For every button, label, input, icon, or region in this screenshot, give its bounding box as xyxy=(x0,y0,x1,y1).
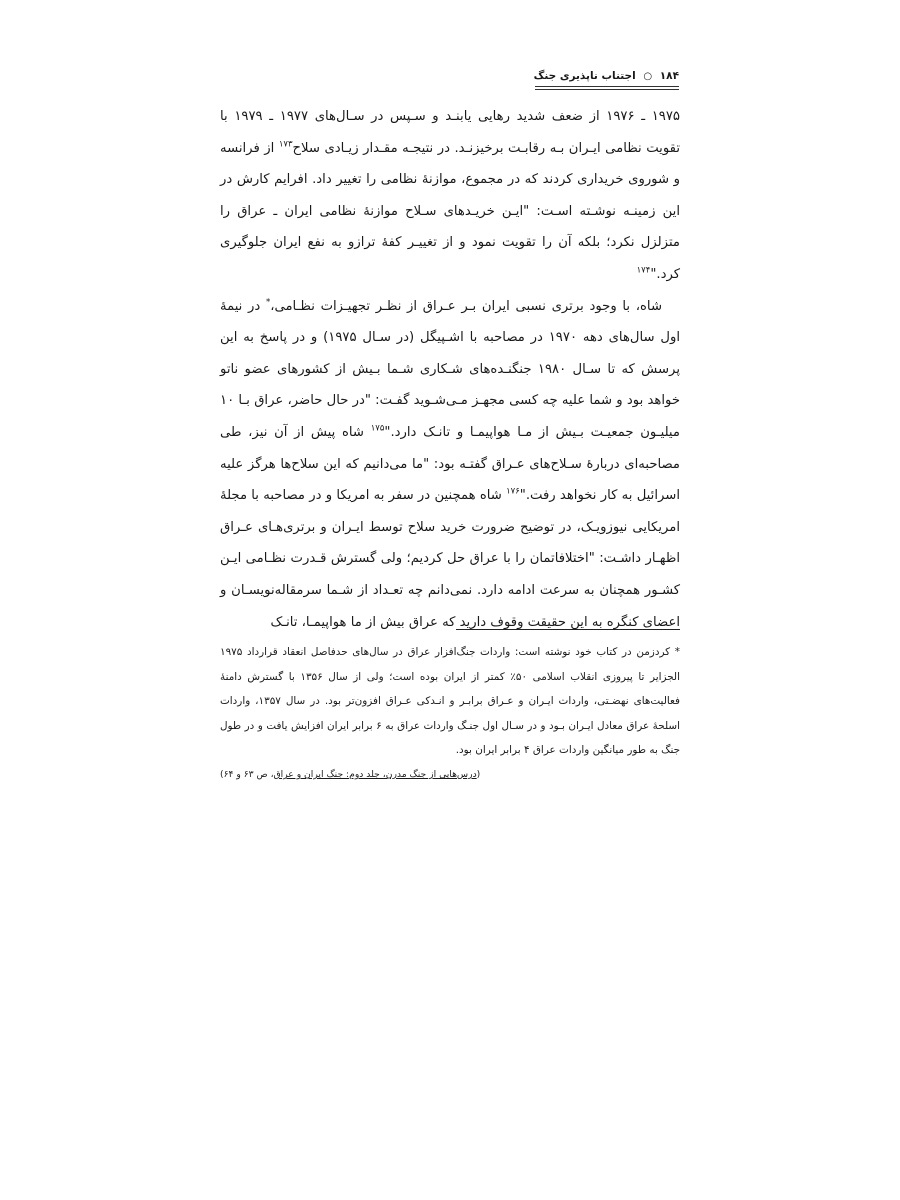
footnote-source xyxy=(220,763,480,788)
footnote-ref-176: ۱۷۶ xyxy=(506,486,520,497)
footnote xyxy=(220,640,680,788)
footnote-ref-star: * xyxy=(265,297,271,308)
running-title: اجتناب ناپذیری جنگ xyxy=(533,70,636,82)
footnote-text: * کردزمن در کتاب خود نوشته است: واردات جنگ‌افزار عراق در سال‌های حدفاصل انعقاد قرارداد ۱۹۷۵ الجزایر تا پیروزی انقلاب اسلامی ۵۰٪ کمتر از ایران بوده است؛ ولی از سال ۱۳۵۶ با گسترش دامنهٔ فعالیت‌های نهضـتی، واردات ایـران و عـراق برابـر و انـدکی عـراق افزون‌تر بود. در سال ۱۳۵۷، واردات اسلحهٔ عراق معادل ایـران بـود و در سـال اول جنـگ واردات عراق به ۶ برابر ایران افزایش یافت و در طول جنگ به طور میانگین واردات عراق ۴ برابر ایران بود. xyxy=(220,646,681,757)
header-rule-top xyxy=(535,86,679,87)
paragraph-2-part-2: در نیمهٔ اول سال‌های دهه ۱۹۷۰ در مصاحبه با اشـپیگل (در سـال ۱۹۷۵) و در پاسخ به این پرسش که تا سـال ۱۹۸۰ جنگنـده‌های شـکاری شـما بـیش از کشورهای عضو ناتو خواهد بود و شما علیه چه کسی مجهـز مـی‌شـوید گفـت: "در حال حاضر، عراق بـا ۱۰ میلیـون جمعیـت بـیش از مـا هواپیمـا و تانـک دارد." xyxy=(220,298,680,440)
source-pages: ، ص ۶۳ و ۶۴) xyxy=(220,768,274,780)
paragraph-2-part-4: شاه همچنین در سفر به امریکا و در مصاحبه با مجلهٔ امریکایی نیوزویـک، در توضیح ضرورت خرید سلاح توسط ایـران و برتری‌هـای عـراق اظهـار داشـت: "اختلافاتمان را با عراق حل کردیم؛ ولی گسترش قـدرت نظـامی ایـن کشـور همچنان به سرعت ادامه دارد. نمی‌دانم چه تعـداد از شـما سرمقاله‌نویسـان و اعضای کنگره به این حقیقت وقوف دارید که عراق بیش از ما هواپیمـا، تانـک xyxy=(220,488,680,630)
footnote-ref-173: ۱۷۳ xyxy=(278,139,293,150)
paragraph-2 xyxy=(220,291,680,639)
paragraph-2-part-3: شاه پیش از آن نیز، طی مصاحبه‌ای دربارهٔ سـلاح‌های عـراق گفتـه بود: "ما می‌دانیم که این سلاح‌ها هرگز علیه اسرائیل به کار نخواهد رفت." xyxy=(220,424,680,504)
main-text xyxy=(220,101,680,638)
circle-separator-icon: ○ xyxy=(643,71,653,82)
source-book-title: درس‌هایی از جنگ مدرن، جلد دوم: جنگ ایران و عراق xyxy=(273,768,477,780)
paragraph-1-part-2: از فرانسه و شوروی خریداری کردند که در مجموع، موازنهٔ نظامی را تغییر داد. افرایم کارش در این زمینـه نوشـته اسـت: "ایـن خریـدهای سـلاح موازنهٔ نظامی ایران ـ عراق را متزلزل نکرد؛ بلکه آن را تقویت نمود و از تغییـر کفهٔ ترازو به نفع ایران جلوگیری کرد." xyxy=(220,140,680,282)
footnote-ref-174: ۱۷۴ xyxy=(636,265,651,276)
running-header xyxy=(535,66,679,88)
paragraph-1 xyxy=(220,101,680,291)
header-rule-bottom xyxy=(535,89,679,90)
paragraph-2-part-1: شاه، با وجود برتری نسبی ایران بـر عـراق از نظـر تجهیـزات نظـامی، xyxy=(270,298,662,314)
source-open-paren: ( xyxy=(476,768,481,780)
footnote-divider xyxy=(456,629,680,630)
paragraph-1-part-1: ۱۹۷۵ ـ ۱۹۷۶ از ضعف شدید رهایی یابنـد و سـپس در سـال‌های ۱۹۷۷ ـ ۱۹۷۹ با تقویت نظامی ایـران بـه رقابـت برخیزنـد. در نتیجـه مقـدار زیـادی سلاح xyxy=(220,109,681,156)
page-number: ۱۸۴ xyxy=(659,70,679,82)
footnote-ref-175: ۱۷۵ xyxy=(370,423,385,434)
